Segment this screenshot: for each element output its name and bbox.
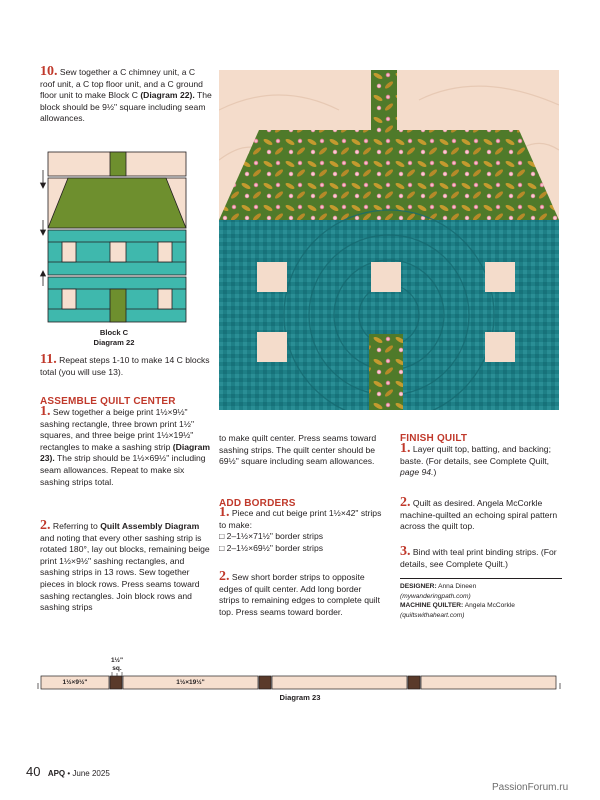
step-11 — [40, 354, 212, 378]
step-number: 1. — [219, 505, 230, 520]
step-text: Quilt as desired. Angela McCorkle machine-quilted an echoing spiral pattern across the quilt top. — [400, 498, 558, 532]
finish-heading: FINISH QUILT — [400, 433, 468, 444]
border-item: □ 2–1½×69½" border strips — [219, 542, 324, 553]
diagram-reference: Quilt Assembly Diagram — [100, 521, 200, 531]
assemble-continuation: to make quilt center. Press seams toward sashing strips. The quilt center should be 69½" square including seam allowances. — [219, 433, 377, 467]
issue-date: • June 2025 — [65, 769, 110, 778]
borders-step-1 — [219, 507, 384, 554]
borders-heading: ADD BORDERS — [219, 498, 296, 509]
step-text-end: The block should be 9½" square including seam allowances. — [40, 90, 212, 124]
finish-step-2 — [400, 497, 565, 533]
border-item: □ 2–1½×71½" border strips — [219, 531, 324, 542]
magazine-name: APQ — [47, 769, 66, 778]
borders-step-2 — [219, 571, 384, 618]
step-text: Layer quilt top, batting, and backing; baste. (For details, see Complete Quilt, — [400, 444, 551, 466]
press-arrow-icon — [41, 170, 46, 286]
assemble-heading: ASSEMBLE QUILT CENTER — [40, 396, 176, 407]
roof-unit — [48, 178, 186, 228]
step-text: Bind with teal print binding strips. (For details, see Complete Quilt.) — [400, 547, 557, 569]
step-number: 2. — [40, 518, 51, 533]
credits-rule — [400, 578, 562, 579]
step-text-end: and noting that every other sashing strip is rotated 180°, lay out blocks, remaining beige print 1½×9½" sashing rectangles, and sashing strips in 13 rows. Sew together pieces in block rows. Press seams toward sashing rectangles. Join block rows and sashing strips — [40, 532, 210, 613]
step-text: Sew together a beige print 1½×9½" sashing rectangle, three brown print 1½" squares, and three beige print 1½×19½" rectangles to make a sashing strip — [40, 407, 195, 452]
designer-label: DESIGNER: — [400, 583, 437, 590]
step-number: 1. — [40, 404, 51, 419]
finish-step-1 — [400, 443, 565, 479]
step-number: 10. — [40, 64, 58, 79]
step-text: Repeat steps 1-10 to make 14 C blocks total (you will use 13). — [40, 355, 210, 377]
designer-site: (mywanderingpath.com) — [400, 592, 471, 600]
long-rect-label: 1½×19½" — [176, 679, 205, 686]
step-text: Sew together a C chimney unit, a C roof unit, a C top floor unit, and a C ground floor unit to make Block C — [40, 67, 203, 101]
credits — [400, 582, 565, 620]
step-text-end: The strip should be 1½×69½" including seam allowances. Repeat to make six sashing strips total. — [40, 453, 206, 487]
step-text-end: ) — [433, 467, 437, 478]
step-number: 3. — [400, 544, 411, 559]
diagram-22-label: Diagram 22 — [93, 337, 135, 347]
quilt-block-photo — [219, 70, 559, 410]
quilter-site: (quiltswithaheart.com) — [400, 611, 465, 619]
step-text: Piece and cut beige print 1½×42" strips to make: — [219, 508, 382, 530]
quilter-name: Angela McCorkle — [463, 602, 515, 609]
diagram-23-caption: Diagram 23 — [279, 693, 321, 702]
top-floor-unit — [48, 230, 186, 275]
quilter-label: MACHINE QUILTER: — [400, 602, 464, 609]
finish-step-3 — [400, 546, 565, 570]
page-footer — [26, 764, 110, 779]
designer-name: Anna Dineen — [436, 583, 477, 590]
diagram-reference: (Diagram 22). — [140, 90, 195, 101]
step-number: 1. — [400, 441, 411, 456]
page-number: 40 — [26, 764, 41, 779]
step-text: Referring to — [52, 521, 101, 531]
diagram-22-caption — [38, 328, 190, 347]
ground-floor-unit — [48, 277, 186, 322]
watermark: PassionForum.ru — [492, 782, 569, 793]
step-10 — [40, 66, 212, 125]
step-number: 2. — [400, 495, 411, 510]
diagram-23 — [0, 655, 600, 735]
page-reference: page 94. — [400, 467, 434, 478]
assemble-step-2 — [40, 520, 214, 614]
block-c-diagram — [38, 150, 190, 325]
chimney-unit — [48, 152, 186, 176]
small-rect-label: 1½×9½" — [62, 679, 88, 686]
step-number: 2. — [219, 569, 230, 584]
square-size-value: 1½" — [110, 657, 124, 664]
step-text: Sew short border strips to opposite edges of quilt center. Add long border strips to remaining edges to complete quilt top. Press seams toward border. — [219, 572, 380, 617]
block-c-label: Block C — [99, 328, 129, 337]
assemble-step-1 — [40, 406, 212, 488]
step-number: 11. — [40, 352, 57, 367]
diagram-reference: (Diagram 23). — [40, 441, 211, 464]
square-size-unit: sq. — [112, 664, 122, 672]
